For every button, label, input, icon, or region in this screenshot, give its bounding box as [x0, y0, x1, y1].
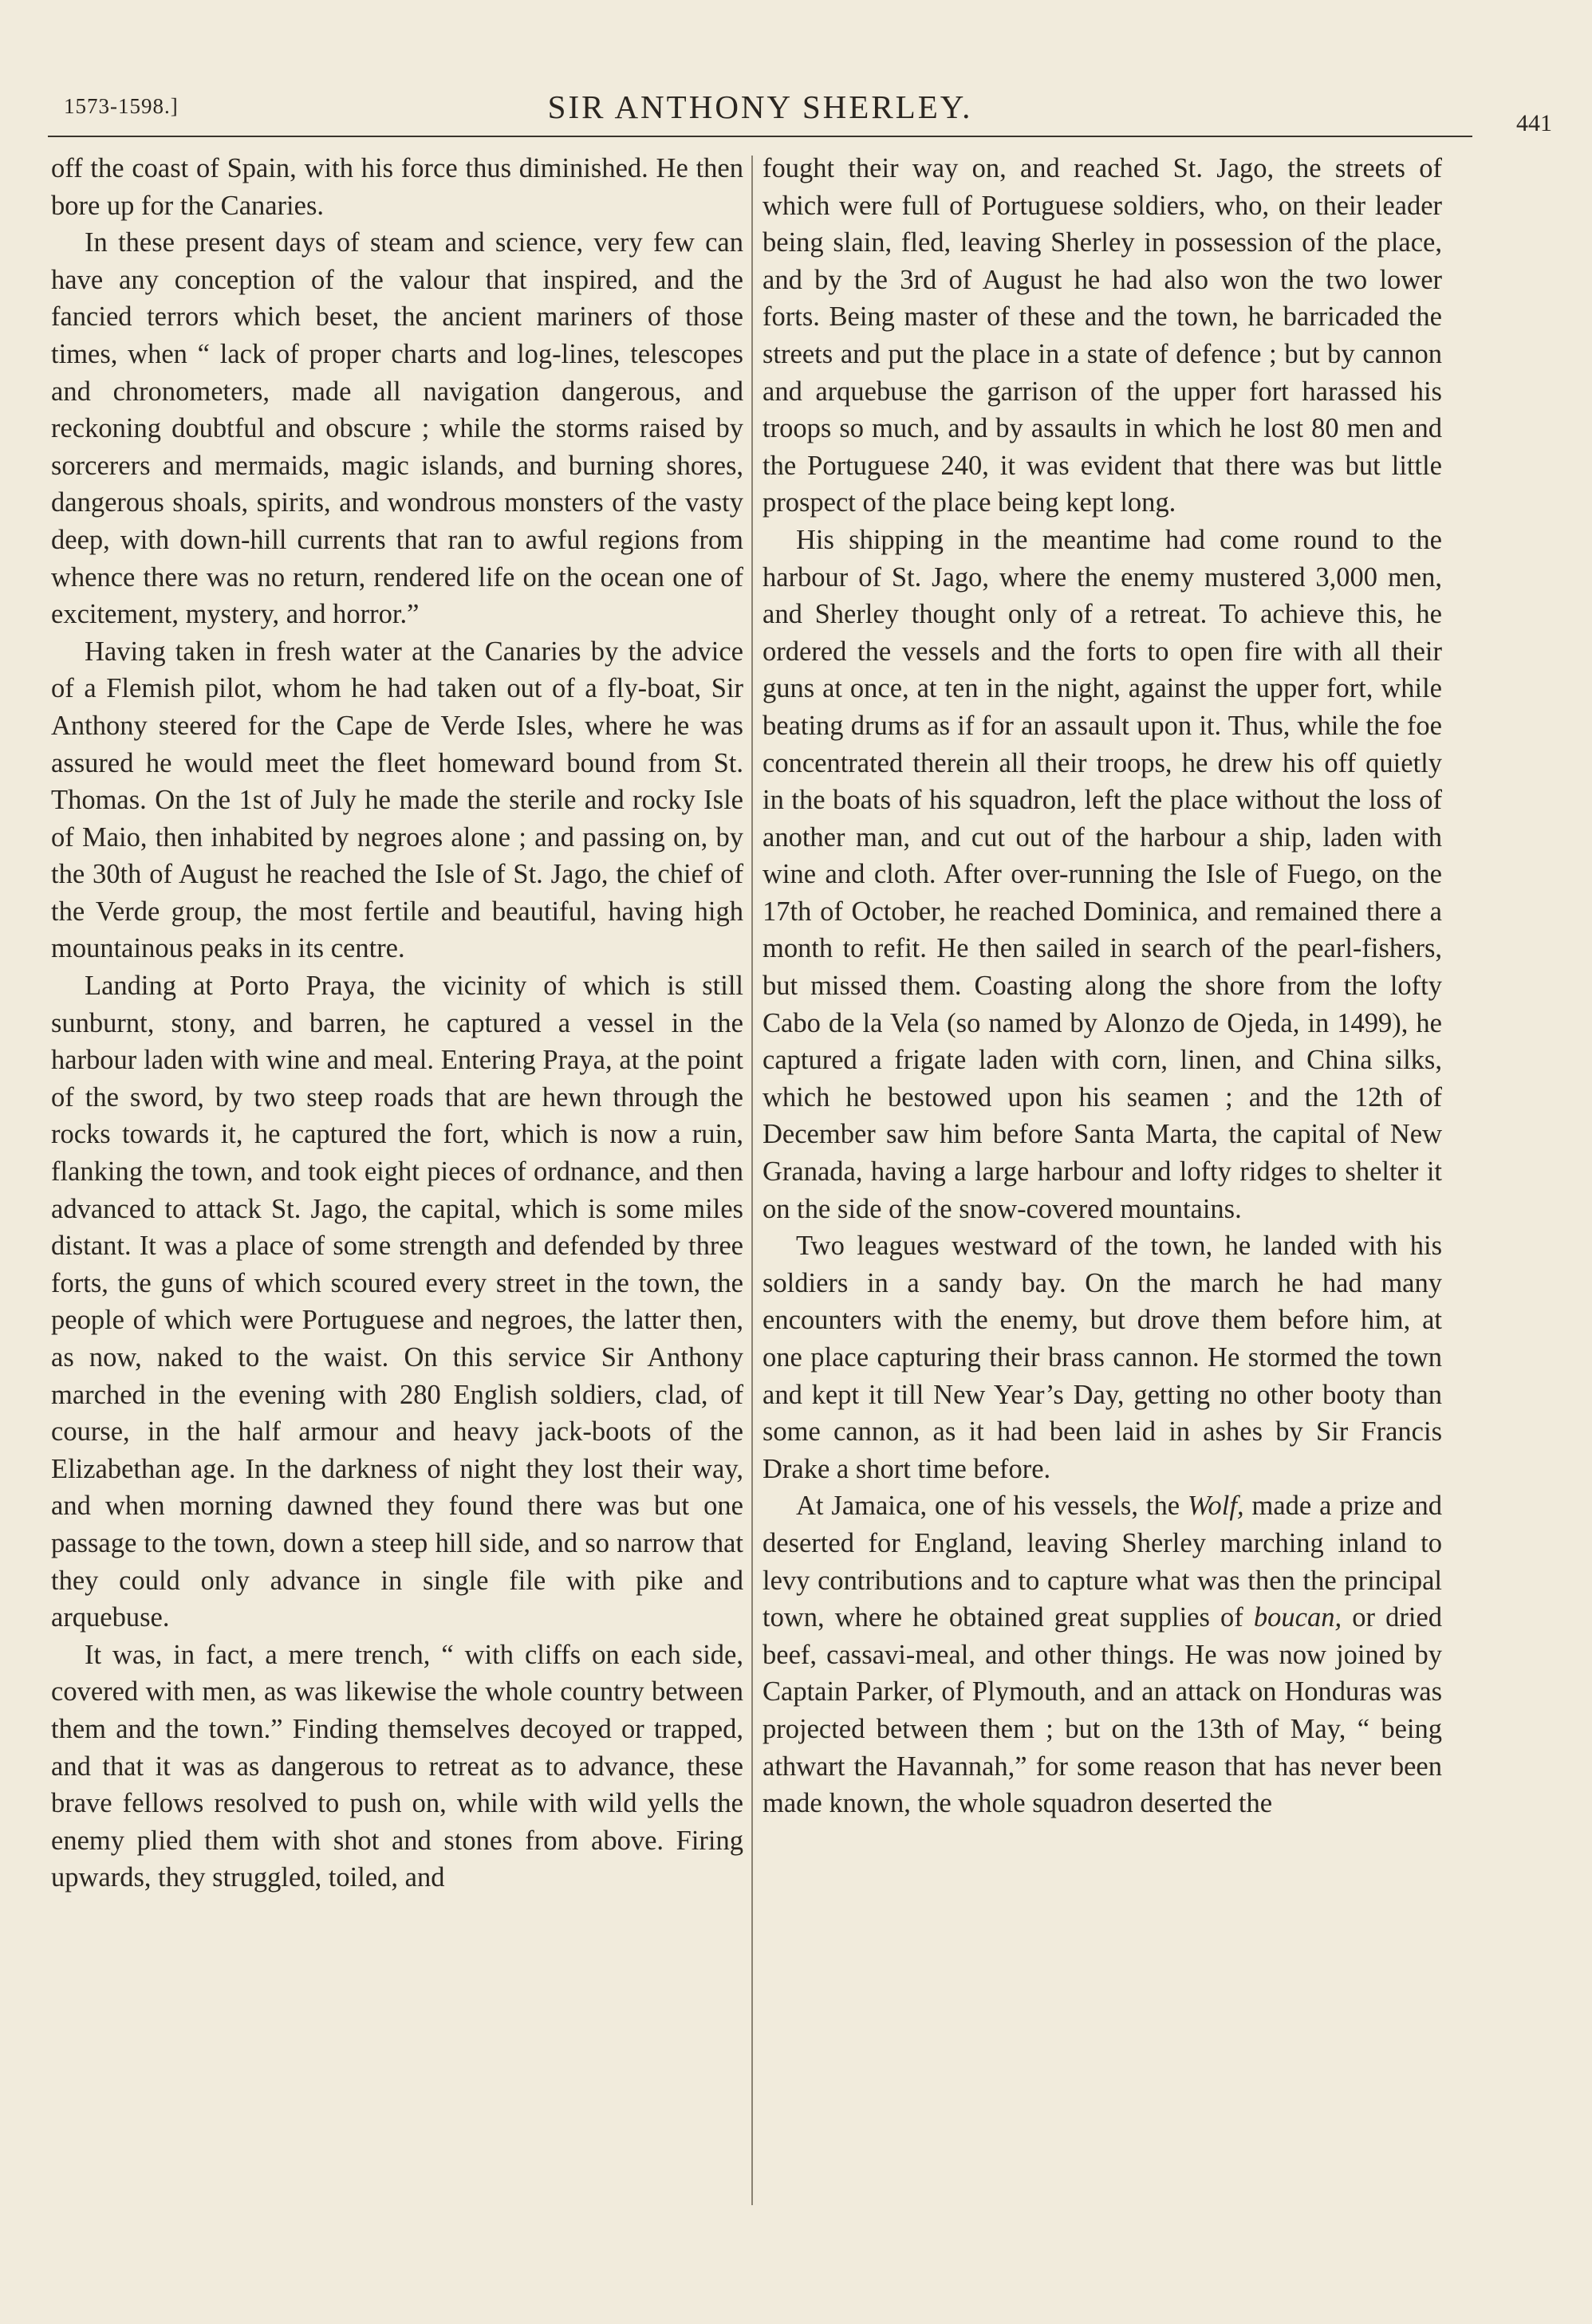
italic-term: boucan,	[1253, 1602, 1342, 1633]
page-title: SIR ANTHONY SHERLEY.	[547, 89, 973, 125]
paragraph: Two leagues westward of the town, he landed with his soldiers in a sandy bay. On the march he had many encounters with the enemy, but drove them before him, at one place capturing their brass cannon. He stormed the town and kept it till New Year’s Day, getting no other booty than some cannon, as it had been laid in ashes by Sir Francis Drake a short time before.	[763, 1231, 1442, 1484]
paragraph: His shipping in the meantime had come round to the harbour of St. Jago, where the enemy mustered 3,000 men, and Sherley thought only of a retreat. To achieve this, he ordered the vessels and the forts to open fire with all their guns at once, at ten in the night, against the upper fort, while beating drums as if for an assault upon it. Thus, while the foe concentrated therein all their troops, he drew his off quietly in the boats of his squadron, left the place without the loss of another man, and cut out of the harbour a ship, laden with wine and cloth. After over-running the Isle of Fuego, on the 17th of October, he reached Dominica, and remained there a month to refit. He then sailed in search of the pearl-fishers, but missed them. Coasting along the shore from the lofty Cabo de la Vela (so named by Alonzo de Ojeda, in 1499), he captured a frigate laden with corn, linen, and China silks, which he bestowed upon his seamen ; and the 12th of December saw him before Santa Marta, the capital of New Granada, having a large harbour and lofty ridges to shelter it on the side of the snow-covered mountains.	[763, 524, 1442, 1224]
left-column	[51, 150, 743, 2216]
text-run: At Jamaica, one of his vessels, the	[796, 1491, 1180, 1522]
page-number: 441	[1516, 110, 1552, 136]
paragraph: It was, in fact, a mere trench, “ with cliffs on each side, covered with men, as was likewise the whole country between them and the town.” Finding themselves decoyed or trapped, and that it was as dangerous to retreat as to advance, these brave fellows resolved to push on, while with wild yells the enemy plied them with shot and stones from above. Firing upwards, they struggled, toiled, and	[51, 1639, 743, 1893]
paragraph: off the coast of Spain, with his force thus diminished. He then bore up for the Canaries.	[51, 153, 743, 221]
paragraph	[763, 1487, 1442, 1822]
paragraph: In these present days of steam and science, very few can have any conception of the valour that inspired, and the fancied terrors which beset, the ancient mariners of those times, when “ lack of proper charts and log-lines, telescopes and chronometers, made all navigation dangerous, and reckoning doubtful and obscure ; while the storms raised by sorcerers and mermaids, magic islands, and burning shores, dangerous shoals, spirits, and wondrous monsters of the vasty deep, with down-hill currents that ran to awful regions from whence there was no return, rendered life on the ocean one of excitement, mystery, and horror.”	[51, 227, 743, 630]
column-divider	[751, 156, 753, 2205]
text-run: made a prize and deserted for England, leaving Sherley marching inland to levy contributions and to capture what was then the principal town, where he obtained great supplies of	[763, 1491, 1442, 1633]
ship-name: Wolf,	[1187, 1491, 1244, 1522]
paragraph: Having taken in fresh water at the Canaries by the advice of a Flemish pilot, whom he had taken out of a fly-boat, Sir Anthony steered for the Cape de Verde Isles, where he was assured he would meet the fleet homeward bound from St. Thomas. On the 1st of July he made the sterile and rocky Isle of Maio, then inhabited by negroes alone ; and passing on, by the 30th of August he reached the Isle of St. Jago, the chief of the Verde group, the most fertile and beautiful, having high mountainous peaks in its centre.	[51, 636, 743, 964]
paragraph: fought their way on, and reached St. Jago, the streets of which were full of Portuguese soldiers, who, on their leader being slain, fled, leaving Sherley in possession of the place, and by the 3rd of August he had also won the two lower forts. Being master of these and the town, he barricaded the streets and put the place in a state of defence ; but by cannon and arquebuse the garrison of the upper fort harassed his troops so much, and by assaults in which he lost 80 men and the Portuguese 240, it was evident that there was but little prospect of the place being kept long.	[763, 153, 1442, 518]
header-rule	[48, 136, 1472, 137]
date-range: 1573-1598.]	[64, 94, 179, 118]
paragraph: Landing at Porto Praya, the vicinity of which is still sunburnt, stony, and barren, he captured a vessel in the harbour laden with wine and meal. Entering Praya, at the point of the sword, by two steep roads that are hewn through the rocks towards it, he captured the fort, which is now a ruin, flanking the town, and took eight pieces of ordnance, and then advanced to attack St. Jago, the capital, which is some miles distant. It was a place of some strength and defended by three forts, the guns of which scoured every street in the town, the people of which were Portuguese and negroes, the latter then, as now, naked to the waist. On this service Sir Anthony marched in the evening with 280 English soldiers, clad, of course, in the half armour and heavy jack-boots of the Elizabethan age. In the darkness of night they lost their way, and when morning dawned they found there was but one passage to the town, down a steep hill side, and so narrow that they could only advance in single file with pike and arquebuse.	[51, 971, 743, 1633]
right-column	[763, 150, 1442, 2216]
running-header	[48, 80, 1552, 144]
text-run: or dried beef, cassavi-meal, and other things. He was now joined by Captain Parker, of Plymouth, and an attack on Honduras was projected between them ; but on the 13th of May, “ being athwart the Havannah,” for some reason that has never been made known, the whole squadron deserted the	[763, 1602, 1442, 1819]
